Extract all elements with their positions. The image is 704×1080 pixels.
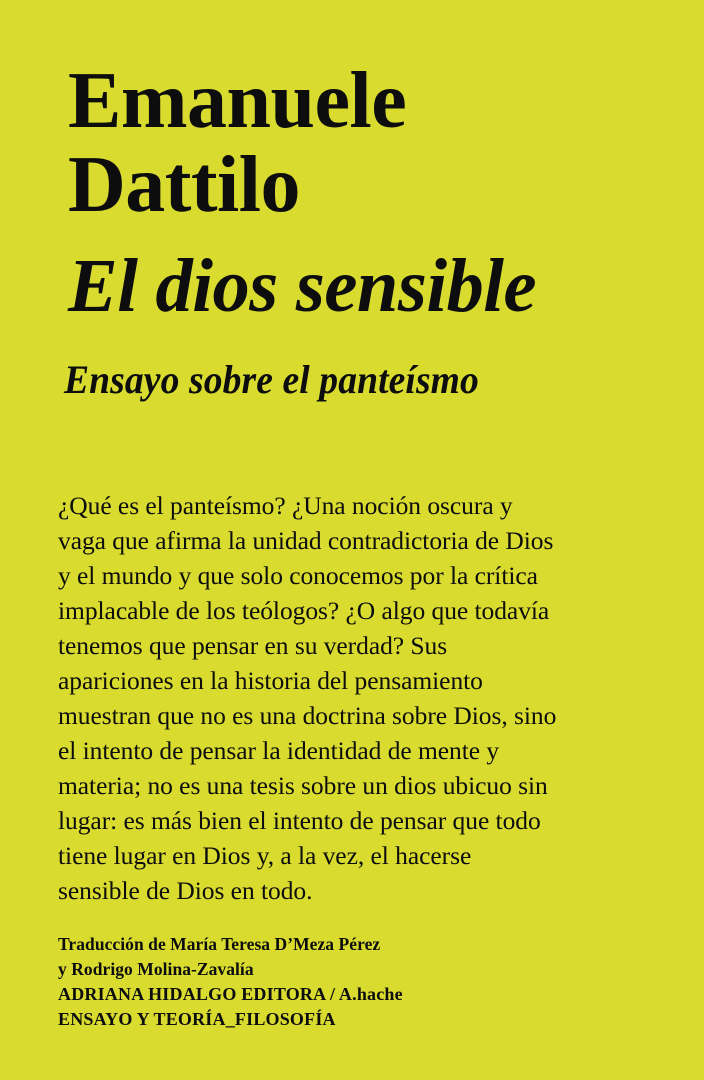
book-subtitle: Ensayo sobre el panteísmo bbox=[64, 357, 479, 402]
credits-block bbox=[58, 932, 618, 1032]
translator-line-1: Traducción de María Teresa D’Meza Pérez bbox=[58, 934, 381, 954]
translator-line-2: y Rodrigo Molina-Zavalía bbox=[58, 959, 254, 979]
publisher-imprint: ADRIANA HIDALGO EDITORA / A.hache bbox=[58, 984, 403, 1004]
collection-label: ENSAYO Y TEORÍA_FILOSOFÍA bbox=[58, 1009, 336, 1029]
author-name bbox=[68, 57, 648, 230]
back-cover-blurb: ¿Qué es el panteísmo? ¿Una noción oscura y vaga que afirma la unidad contradictoria de Dios y el mundo y que solo conocemos por la crítica implacable de los teólogos? ¿O algo que todavía tenemos que pensar en su verdad? Sus apariciones en la historia del pensamiento muestran que no es una doctrina sobre Dios, sino el intento de pensar la identidad de mente y materia; no es una tesis sobre un dios ubicuo sin lugar: es más bien el intento de pensar que todo tiene lugar en Dios y, a la vez, el hacerse sensible de Dios en todo. bbox=[58, 490, 557, 905]
author-last-name: Dattilo bbox=[68, 141, 301, 230]
author-first-name: Emanuele bbox=[68, 57, 407, 145]
book-title: El dios sensible bbox=[68, 244, 537, 328]
